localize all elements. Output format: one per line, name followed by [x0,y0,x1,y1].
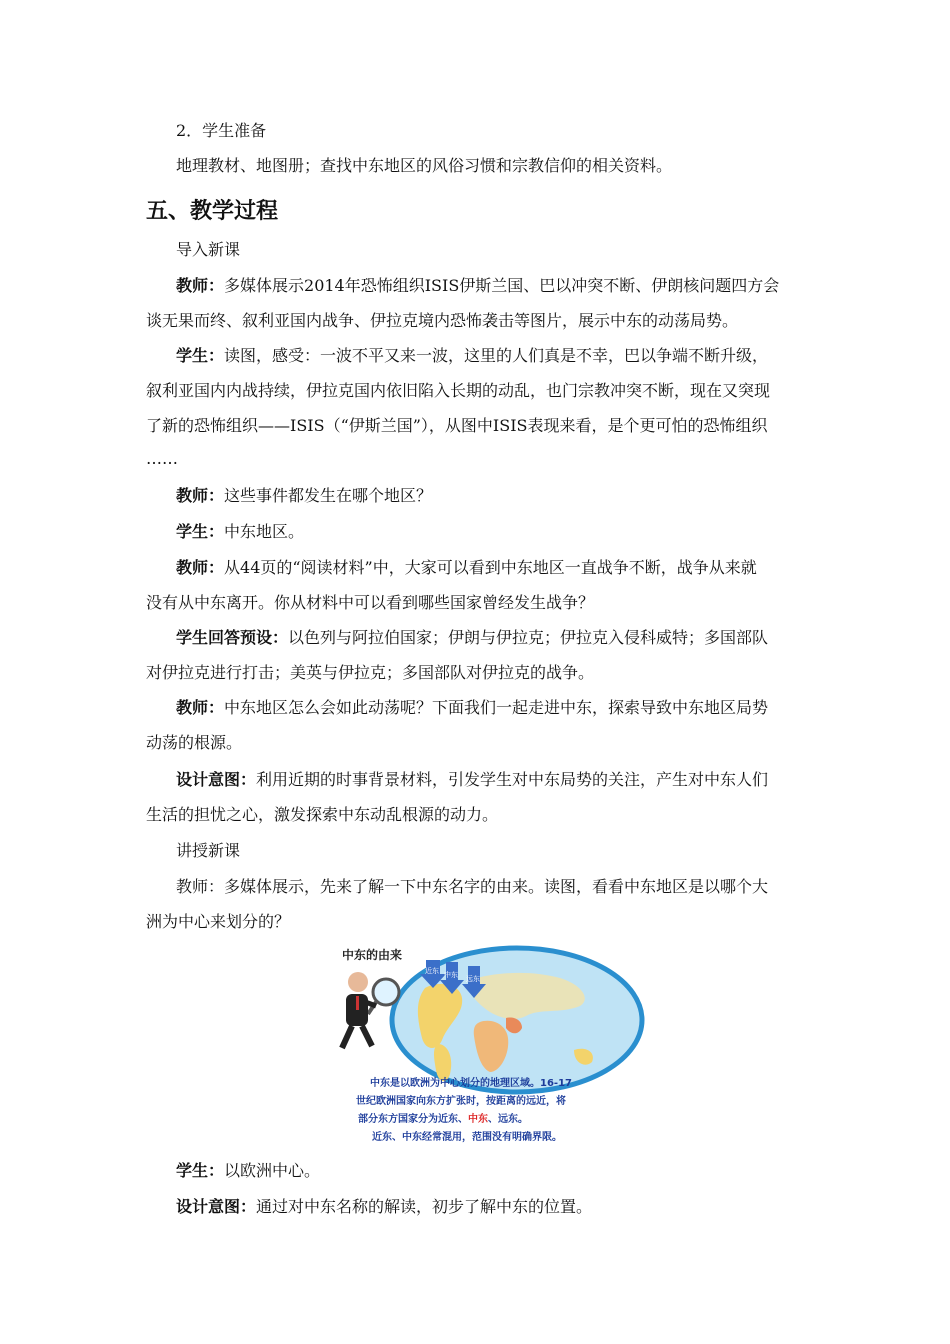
arrow-label-near-east: 近东 [425,967,439,975]
paragraph-9-line-2: 洲为中心来划分的？ [146,912,291,931]
magnifier-icon [373,979,399,1005]
speaker-label: 学生回答预设： [176,628,289,647]
paragraph-text: 利用近期的时事背景材料，引发学生对中东局势的关注，产生对中东人们 [256,770,769,789]
paragraph-5-line-2: 没有从中东离开。你从材料中可以看到哪些国家曾经发生战争？ [146,593,595,612]
caption-text: 、远东。 [488,1114,528,1125]
paragraph-2-line-3: 了新的恐怖组织——ISIS（“伊斯兰国”），从图中ISIS表现来看，是个更可怕的恐怖组织 [146,416,768,435]
paragraph-9-line-1: 教师：多媒体展示，先来了解一下中东名字的由来。读图，看看中东地区是以哪个大 [176,877,769,896]
teach-label: 讲授新课 [176,841,241,860]
figure-title: 中东的由来 [342,948,403,962]
speaker-label: 教师： [176,486,225,505]
paragraph-text: 通过对中东名称的解读，初步了解中东的位置。 [256,1197,593,1216]
speaker-label: 学生： [176,522,225,541]
speaker-label: 教师： [176,276,225,295]
paragraph-text: 以欧洲中心。 [224,1161,321,1180]
paragraph-text: 读图，感受：一波不平又来一波，这里的人们真是不幸，巴以争端不断升级， [224,346,769,365]
paragraph-11 [176,1197,816,1217]
intro-label: 导入新课 [176,240,241,259]
cartoon-man-head [348,972,368,992]
speaker-label: 教师： [176,558,225,577]
figure-caption-line-1: 中东是以欧洲为中心划分的地理区域。16-17 [370,1078,572,1089]
paragraph-text: 中东地区。 [224,522,305,541]
paragraph-6-line-1 [176,628,816,648]
paragraph-text: 从44页的“阅读材料”中，大家可以看到中东地区一直战争不断，战争从来就 [224,558,757,577]
paragraph-text: 这些事件都发生在哪个地区？ [224,486,433,505]
paragraph-2-line-2: 叙利亚国内内战持续，伊拉克国内依旧陷入长期的动乱，也门宗教冲突不断，现在又突现 [146,381,771,400]
paragraph-7-line-1 [176,698,816,718]
figure-caption-line-4: 近东、中东经常混用，范围没有明确界限。 [372,1132,562,1143]
speaker-label: 学生： [176,1161,225,1180]
paragraph-4 [176,522,816,542]
paragraph-1-line-2: 谈无果而终、叙利亚国内战争、伊拉克境内恐怖袭击等图片，展示中东的动荡局势。 [146,311,739,330]
section-title: 五、教学过程 [146,199,279,224]
paragraph-8-line-1 [176,770,816,790]
caption-highlight: 中东 [468,1114,488,1125]
speaker-label: 设计意图： [176,770,257,789]
prep-text: 地理教材、地图册；查找中东地区的风俗习惯和宗教信仰的相关资料。 [176,156,673,175]
speaker-label: 设计意图： [176,1197,257,1216]
speaker-label: 学生： [176,346,225,365]
paragraph-7-line-2: 动荡的根源。 [146,733,243,752]
figure-caption-line-2: 世纪欧洲国家向东方扩张时，按距离的远近，将 [356,1096,566,1107]
paragraph-6-line-2: 对伊拉克进行打击；美英与伊拉克；多国部队对伊拉克的战争。 [146,663,595,682]
paragraph-10 [176,1161,816,1181]
arrow-label-far-east: 远东 [466,975,480,983]
prep-heading: 2．学生准备 [176,121,267,140]
paragraph-3 [176,486,816,506]
speaker-label: 教师： [176,698,225,717]
paragraph-1-line-1 [176,276,816,296]
arrow-label-middle-east: 中东 [444,971,458,979]
paragraph-text: 多媒体展示2014年恐怖组织ISIS伊斯兰国、巴以冲突不断、伊朗核问题四方会 [224,276,780,295]
paragraph-8-line-2: 生活的担忧之心，激发探索中东动乱根源的动力。 [146,805,499,824]
paragraph-text: 中东地区怎么会如此动荡呢？下面我们一起走进中东，探索导致中东地区局势 [224,698,769,717]
paragraph-text: 以色列与阿拉伯国家；伊朗与伊拉克；伊拉克入侵科威特；多国部队 [288,628,769,647]
paragraph-5-line-1 [176,558,816,578]
figure-caption-line-3 [358,1110,528,1125]
paragraph-2-line-4: …… [146,449,178,468]
middle-east-origin-figure [330,940,648,1144]
paragraph-2-line-1 [176,346,816,366]
caption-text: 部分东方国家分为近东、 [358,1114,468,1125]
